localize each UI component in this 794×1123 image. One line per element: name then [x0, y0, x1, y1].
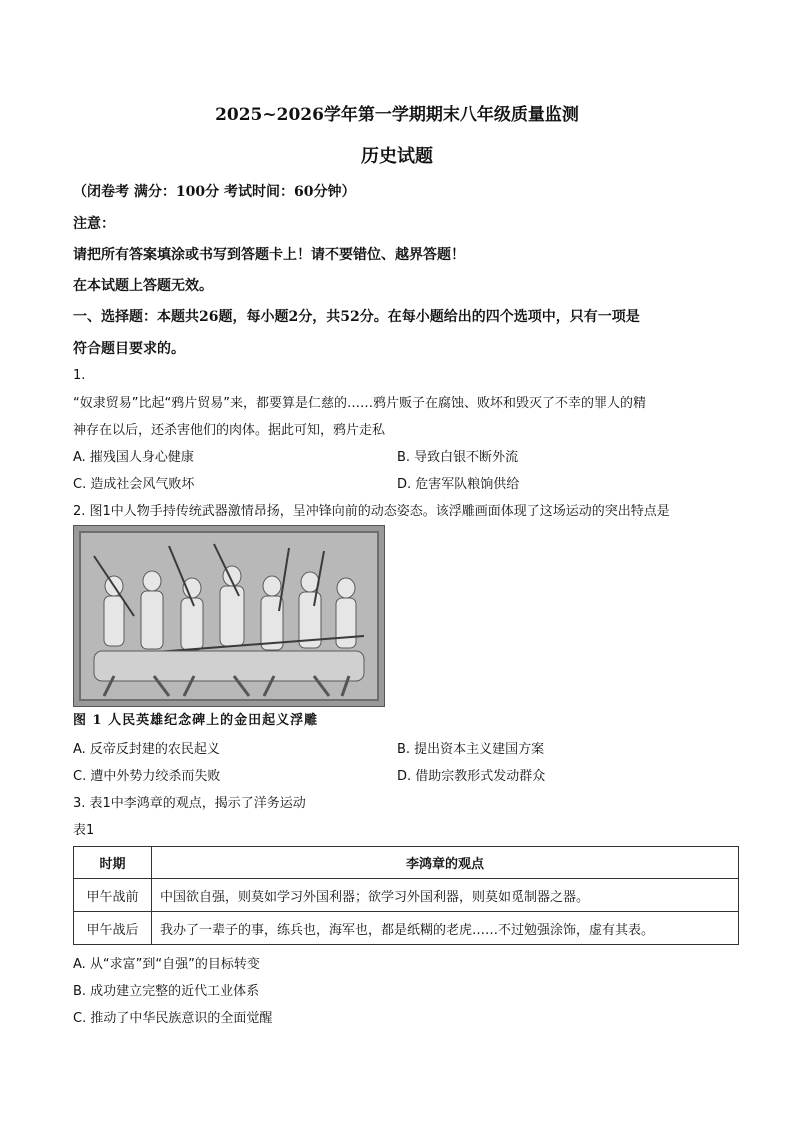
q3-stem: 3. 表1中李鸿章的观点，揭示了洋务运动	[73, 796, 306, 811]
table-row	[74, 879, 739, 912]
section-heading-line-2: 符合题目要求的。	[73, 341, 185, 357]
q1-number: 1.	[73, 368, 86, 383]
q2-stem: 2. 图1中人物手持传统武器激情昂扬，呈冲锋向前的动态姿态。该浮雕画面体现了这场运动的突出特点是	[73, 504, 670, 519]
table-cell-period: 甲午战后	[74, 912, 152, 945]
q3-option-a: A. 从“求富”到“自强”的目标转变	[73, 957, 260, 972]
notice-line-1: 请把所有答案填涂或书写到答题卡上！请不要错位、越界答题！	[73, 247, 465, 263]
q1-stem-line-2: 神存在以后，还杀害他们的肉体。据此可知，鸦片走私	[73, 423, 386, 438]
q2-option-b: B. 提出资本主义建国方案	[397, 742, 545, 757]
figure-1-caption: 图 1 人民英雄纪念碑上的金田起义浮雕	[73, 713, 319, 728]
notice-line-2: 在本试题上答题无效。	[73, 278, 213, 294]
table-header-row	[74, 847, 739, 879]
q1-option-d: D. 危害军队粮饷供给	[397, 477, 520, 492]
table-header-period: 时期	[74, 847, 152, 879]
exam-title: 2025~2026学年第一学期期末八年级质量监测	[215, 105, 579, 125]
li-hongzhang-views-table	[73, 846, 739, 945]
q3-option-c: C. 推动了中华民族意识的全面觉醒	[73, 1011, 273, 1026]
q1-stem-line-1: “奴隶贸易”比起“鸦片贸易”来，都要算是仁慈的……鸦片贩子在腐蚀、败坏和毁灭了不幸的罪人的精	[73, 396, 646, 411]
exam-subject: 历史试题	[361, 146, 433, 167]
q3-option-b: B. 成功建立完整的近代工业体系	[73, 984, 260, 999]
table-row	[74, 912, 739, 945]
table-cell-view: 我办了一辈子的事，练兵也，海军也，都是纸糊的老虎……不过勉强涂饰，虚有其表。	[152, 912, 739, 945]
q2-option-c: C. 遭中外势力绞杀而失败	[73, 769, 221, 784]
table-cell-period: 甲午战前	[74, 879, 152, 912]
q2-option-d: D. 借助宗教形式发动群众	[397, 769, 546, 784]
notice-label: 注意：	[73, 216, 115, 232]
q1-option-b: B. 导致白银不断外流	[397, 450, 519, 465]
q1-option-c: C. 造成社会风气败坏	[73, 477, 195, 492]
section-heading-line-1: 一、选择题：本题共26题，每小题2分，共52分。在每小题给出的四个选项中，只有一项是	[73, 309, 640, 325]
jintian-uprising-relief-image	[73, 525, 385, 707]
q2-option-a: A. 反帝反封建的农民起义	[73, 742, 220, 757]
table-header-view: 李鸿章的观点	[152, 847, 739, 879]
table-cell-view: 中国欲自强，则莫如学习外国利器；欲学习外国利器，则莫如觅制器之器。	[152, 879, 739, 912]
q1-option-a: A. 摧残国人身心健康	[73, 450, 194, 465]
exam-info: （闭卷考 满分：100分 考试时间：60分钟）	[73, 184, 356, 200]
table-1-label: 表1	[73, 823, 95, 838]
